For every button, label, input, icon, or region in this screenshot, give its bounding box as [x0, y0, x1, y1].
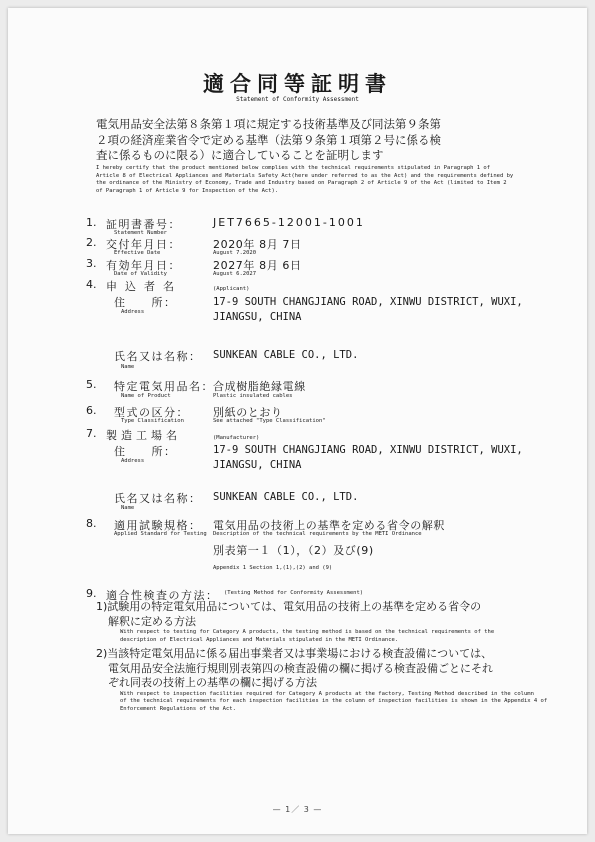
intro-en-line: I hereby certify that the product mentioned below complies with the technical requirements stipulated in Paragraph 1 of — [96, 165, 491, 171]
item-number: 8. — [86, 517, 97, 530]
method-en-line: of the technical requirements for each inspection facilities in the column of inspection facilities is shown in the Appendix 4 of — [120, 698, 548, 704]
applicant-address-label-en: Address — [121, 309, 145, 315]
intro-jp-line: 査に係るものに限る）に適合していることを証明します — [96, 148, 384, 162]
product-name-value: 合成樹脂絶縁電線 — [213, 380, 306, 393]
item-number: 9. — [86, 587, 97, 600]
intro-en-line: the ordinance of the Ministry of Economy, Trade and Industry based on Paragraph 2 of Article 9 of the Act (limited to Item 2 — [96, 180, 507, 186]
statement-number-label-en: Statement Number — [114, 230, 167, 236]
method-2-en — [96, 691, 547, 714]
type-classification-value: 別紙のとおり — [213, 406, 283, 419]
validity-date-label: 有効年月日： — [106, 259, 181, 272]
manufacturer-address-line2: JIANGSU, CHINA — [213, 459, 302, 471]
method-jp-line: 2)当該特定電気用品に係る届出事業者又は事業場における検査設備については、 — [96, 647, 493, 660]
type-classification-value-en: See attached "Type Classification" — [213, 418, 326, 424]
intro-en-line: Article 8 of Electrical Appliances and Materials Safety Act(here under referred to as the Act) and the requirements defined by — [96, 172, 514, 179]
applicant-label-en: (Applicant) — [213, 286, 250, 292]
effective-date-label: 交付年月日： — [106, 238, 181, 251]
applied-standard-appendix-en: Appendix 1 Section 1,(1),(2) and (9) — [213, 565, 333, 571]
method-jp-line: 解釈に定める方法 — [108, 614, 196, 628]
applied-standard-value: 電気用品の技術上の基準を定める省令の解釈 — [213, 519, 445, 532]
method-en-line: Enforcement Regulations of the Act. — [120, 705, 236, 712]
method-jp-line: ぞれ同表の技術上の基準の欄に掲げる方法 — [108, 676, 317, 689]
item-number: 5. — [86, 378, 97, 391]
manufacturer-name-value: SUNKEAN CABLE CO., LTD. — [213, 491, 359, 503]
method-jp-line: 1)試験用の特定電気用品については、電気用品の技術上の基準を定める省令の — [96, 600, 482, 613]
applicant-label: 申込者名 — [106, 280, 182, 293]
page-title: 適合同等証明書 — [203, 71, 392, 96]
applied-standard-appendix: 別表第一１（1），（2）及び(9) — [213, 544, 374, 557]
applicant-address-line1: 17-9 SOUTH CHANGJIANG ROAD, XINWU DISTRICT, WUXI, — [213, 296, 523, 308]
effective-date-value-en: August 7.2020 — [213, 250, 257, 256]
applied-standard-label: 適用試験規格： — [114, 519, 202, 532]
validity-date-value: 2027年 8月 6日 — [213, 259, 302, 272]
item-number: 3. — [86, 257, 97, 270]
page-number: — 1／ 3 — — [272, 805, 323, 814]
certificate-page — [8, 8, 587, 834]
item-number: 6. — [86, 404, 97, 417]
manufacturer-label-en: (Manufacturer) — [213, 435, 260, 441]
page-subtitle: Statement of Conformity Assessment — [236, 96, 359, 103]
statement-number-value: JET7665-12001-1001 — [213, 216, 365, 229]
method-2-jp — [96, 647, 547, 691]
item-number: 4. — [86, 278, 97, 291]
applicant-name-label-en: Name — [121, 364, 135, 370]
applicant-address-line2: JIANGSU, CHINA — [213, 311, 302, 323]
method-jp-line: 電気用品安全法施行規則別表第四の検査設備の欄に掲げる検査設備ごとにそれ — [108, 661, 493, 675]
intro-en-line: of Paragraph 1 of Article 9 for Inspection of the Act). — [96, 187, 279, 194]
method-en-line: With respect to testing for Category A products, the testing method is based on the technical requirements of the — [120, 629, 495, 635]
applicant-name-label: 氏名又は名称： — [114, 350, 202, 363]
type-classification-label-en: Type Classification — [121, 418, 184, 424]
method-2 — [96, 647, 547, 713]
applicant-address-label: 住 所： — [114, 296, 177, 309]
intro-jp-line: 電気用品安全法第８条第１項に規定する技術基準及び同法第９条第 — [96, 117, 441, 131]
manufacturer-address-line1: 17-9 SOUTH CHANGJIANG ROAD, XINWU DISTRICT, WUXI, — [213, 444, 523, 456]
validity-date-value-en: August 6.2027 — [213, 271, 257, 277]
testing-method-label-en: (Testing Method for Conformity Assessment) — [224, 590, 364, 596]
method-1-en — [96, 629, 494, 644]
item-number: 2. — [86, 236, 97, 249]
method-1 — [96, 600, 494, 644]
intro-jp-line: ２項の経済産業省令で定める基準（法第９条第１項第２号に係る検 — [96, 132, 441, 147]
applied-standard-label-en: Applied Standard for Testing — [114, 531, 207, 537]
method-en-line: description of Electrical Appliances and Materials stipulated in the METI Ordinance. — [120, 636, 399, 643]
item-number: 7. — [86, 427, 97, 440]
product-name-label: 特定電気用品名： — [114, 380, 214, 393]
type-classification-label: 型式の区分： — [114, 406, 189, 419]
effective-date-value: 2020年 8月 7日 — [213, 238, 302, 251]
manufacturer-address-label: 住 所： — [114, 445, 177, 458]
manufacturer-name-label: 氏名又は名称： — [114, 492, 202, 505]
intro-jp — [96, 117, 441, 164]
manufacturer-name-label-en: Name — [121, 505, 135, 511]
applicant-name-value: SUNKEAN CABLE CO., LTD. — [213, 349, 359, 361]
method-en-line: With respect to inspection facilities required for Category A products at the factory, Testing Method described in the column — [120, 690, 534, 697]
intro-en — [96, 165, 513, 195]
manufacturer-address-label-en: Address — [121, 458, 145, 464]
effective-date-label-en: Effective Date — [114, 250, 161, 256]
applied-standard-value-en: Description of the technical requirements by the METI Ordinance — [213, 531, 422, 537]
statement-number-label: 証明書番号： — [106, 218, 181, 231]
item-number: 1. — [86, 216, 97, 229]
validity-date-label-en: Date of Validity — [114, 271, 167, 277]
product-name-value-en: Plastic insulated cables — [213, 393, 293, 399]
product-name-label-en: Name of Product — [121, 393, 171, 399]
manufacturer-label: 製造工場名 — [106, 429, 181, 442]
method-1-jp — [96, 600, 494, 629]
testing-method-label: 適合性検査の方法： — [106, 589, 219, 602]
